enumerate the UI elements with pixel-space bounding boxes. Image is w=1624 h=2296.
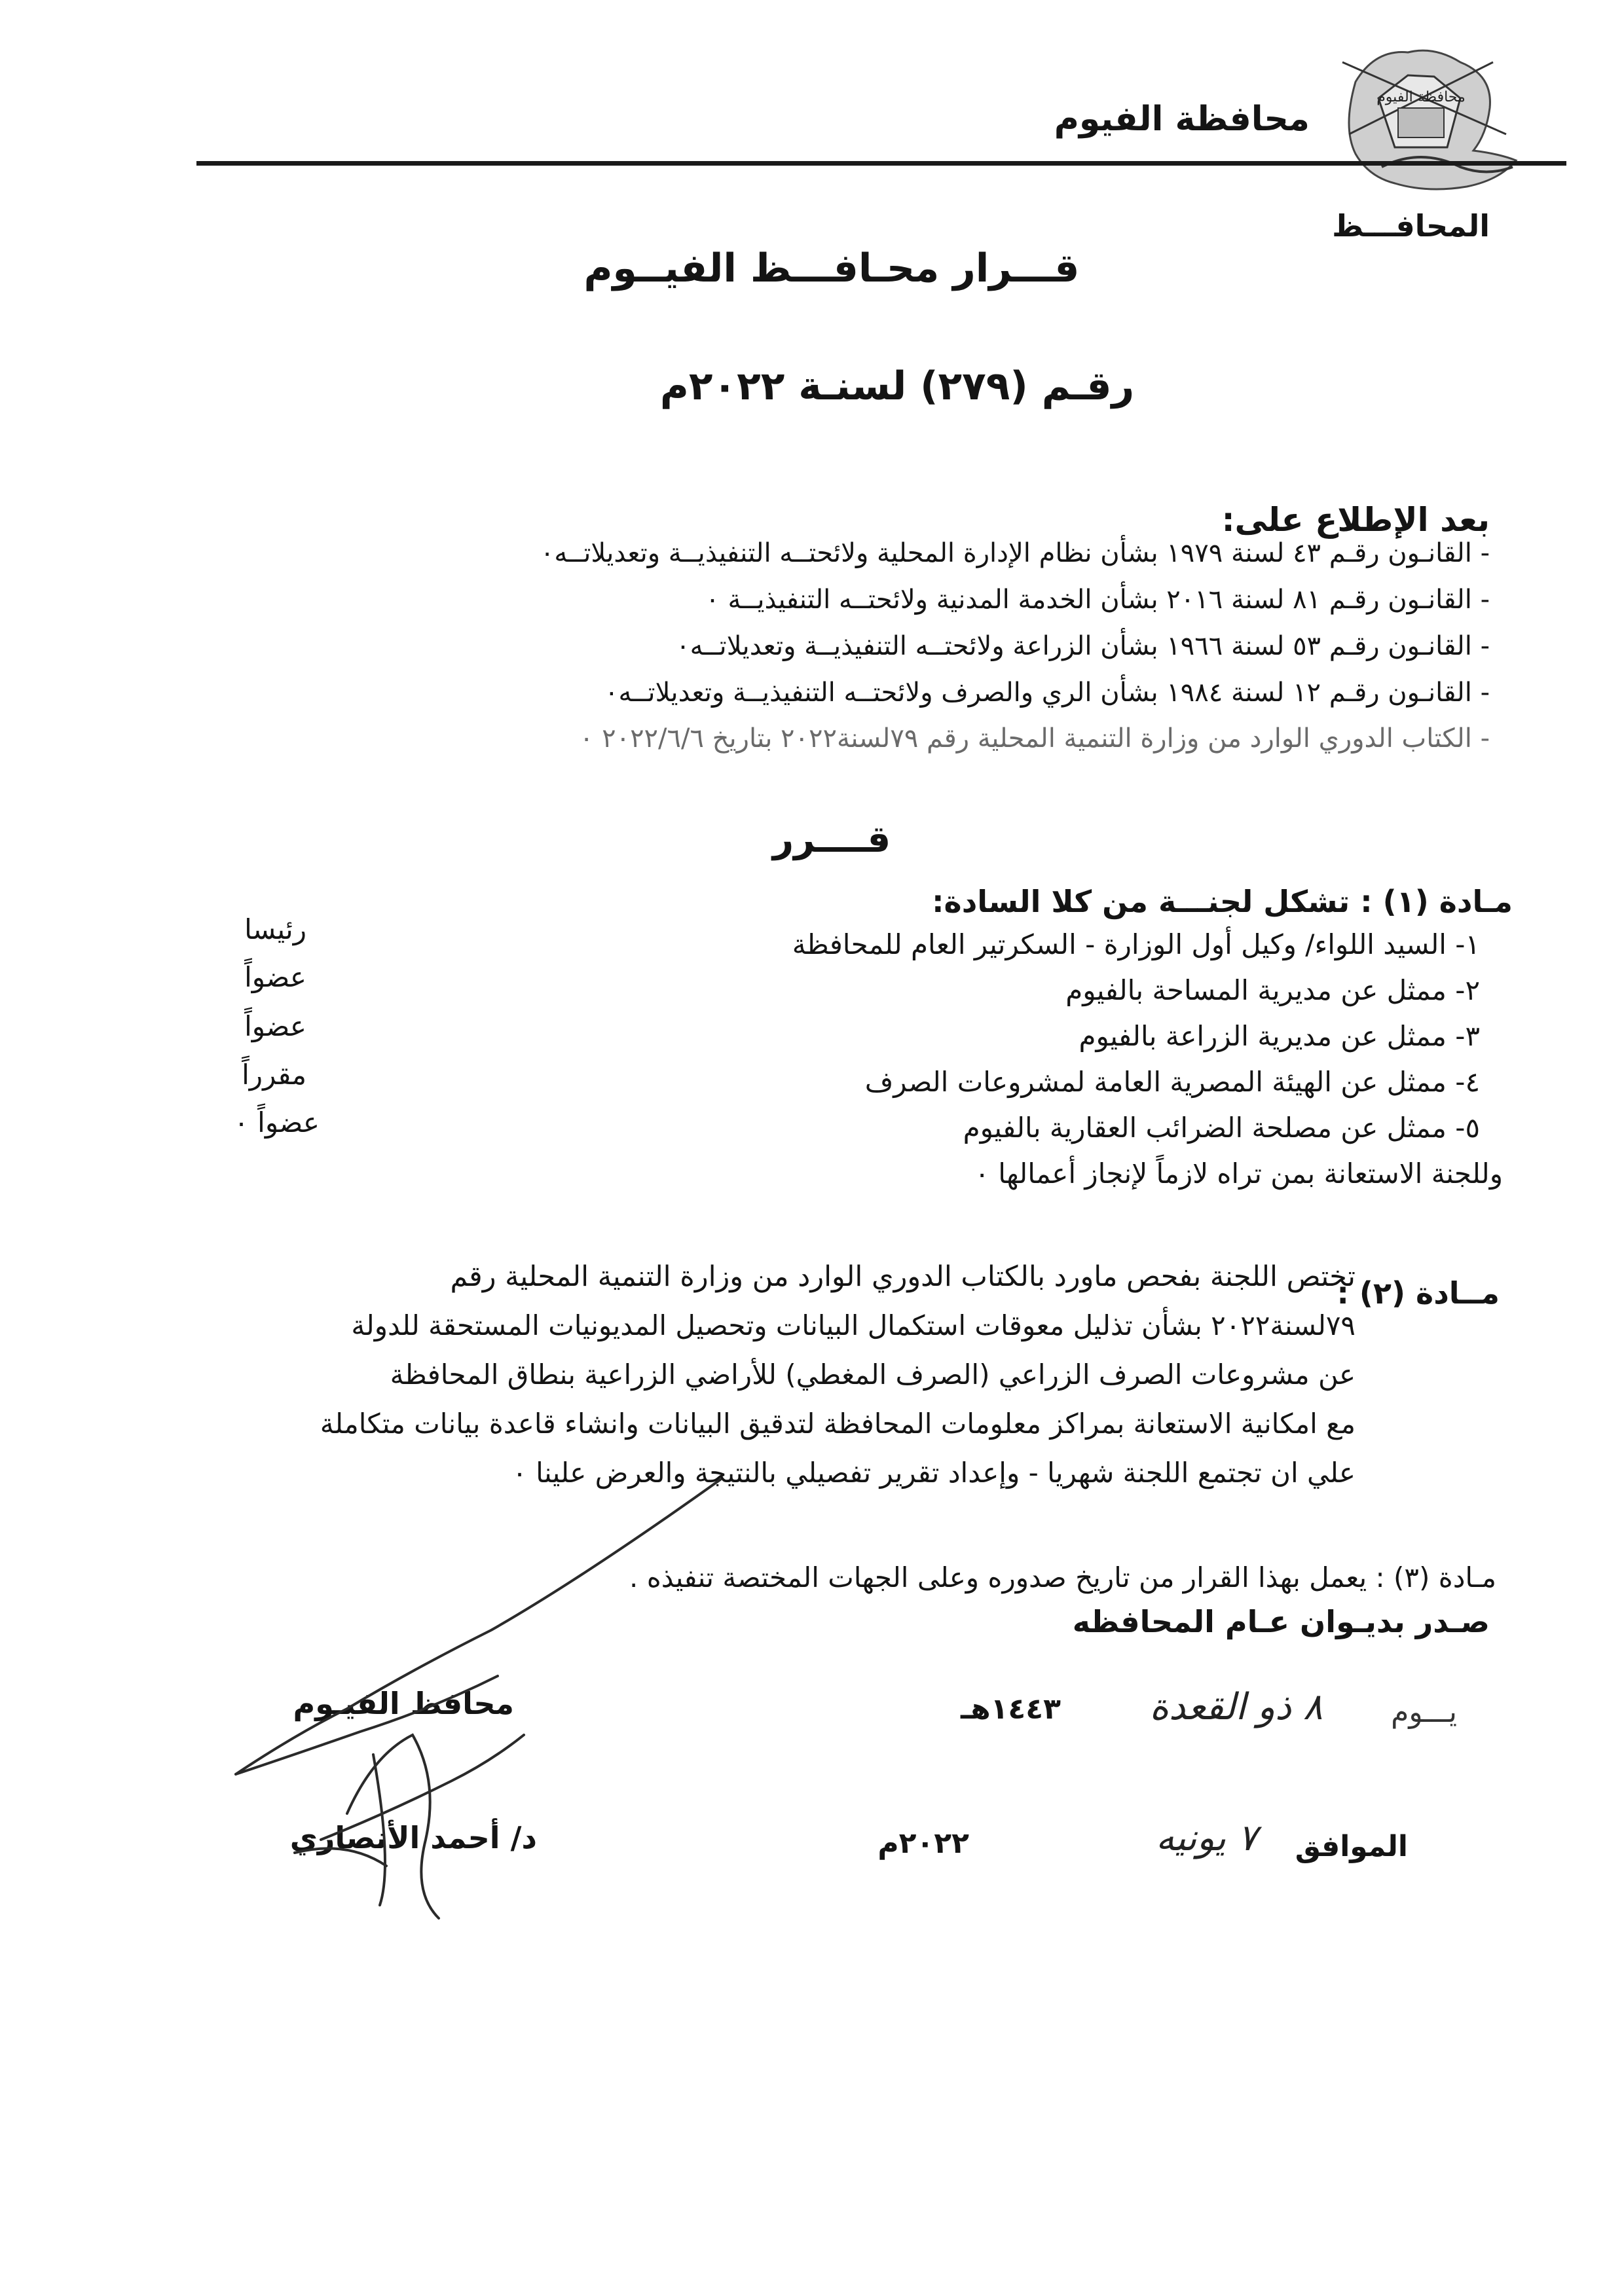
- article-3: مـادة (٣) : يعمل بهذا القرار من تاريخ صدوره وعلى الجهات المختصة تنفيذه .: [629, 1561, 1496, 1594]
- svg-text:محافظة الفيوم: محافظة الفيوم: [1376, 89, 1466, 105]
- gregorian-year: ٢٠٢٢م: [877, 1827, 969, 1860]
- member-role: عضواً: [244, 961, 306, 993]
- governorate-name: محافظة الفيوم: [1054, 100, 1310, 139]
- committee-member: ٥- ممثل عن مصلحة الضرائب العقارية بالفيوم: [963, 1112, 1480, 1144]
- article-2-line: تختص اللجنة بفحص ماورد بالكتاب الدوري الوارد من وزارة التنمية المحلية رقم: [450, 1260, 1356, 1293]
- committee-member: ٤- ممثل عن الهيئة المصرية العامة لمشروعات الصرف: [864, 1066, 1480, 1098]
- article-2-line: عن مشروعات الصرف الزراعي (الصرف المغطي) للأراضي الزراعية بنطاق المحافظة: [390, 1358, 1356, 1391]
- gregorian-date-handwritten: ٧ يونيه: [1156, 1817, 1257, 1859]
- hijri-year: ١٤٤٣هـ: [961, 1692, 1061, 1726]
- signatory-title: محافظ الفيـوم: [293, 1686, 514, 1721]
- governorate-emblem: [1329, 36, 1526, 196]
- issued-at: صـدر بديـوان عـام المحافظه: [1072, 1604, 1490, 1639]
- article-2-line: مع امكانية الاستعانة بمراكز معلومات المحافظة لتدقيق البيانات وانشاء قاعدة بيانات متكاملة: [320, 1408, 1356, 1440]
- gregorian-prefix: الموافق: [1295, 1830, 1408, 1863]
- preamble-heading: بعد الإطلاع على:: [1221, 501, 1490, 539]
- signatory-name: د/ أحمد الأنصاري: [289, 1820, 537, 1855]
- member-role: عضواً: [244, 1010, 306, 1042]
- member-role: رئيسا: [244, 913, 306, 945]
- committee-member: ٢- ممثل عن مديرية المساحة بالفيوم: [1065, 974, 1480, 1006]
- article-2-label: مــادة (٢) :: [1337, 1275, 1500, 1311]
- legal-reference: - الكتاب الدوري الوارد من وزارة التنمية المحلية رقم ٧٩لسنة٢٠٢٢ بتاريخ ٢٠٢٢/٦/٦ ٠: [579, 723, 1490, 754]
- decided-heading: قــــرر: [772, 818, 891, 861]
- hijri-day-prefix: يـــوم: [1391, 1696, 1457, 1729]
- decree-title: قـــرار محـافـــظ الفيــوم: [583, 246, 1080, 291]
- legal-reference: - القانـون رقـم ٥٣ لسنة ١٩٦٦ بشأن الزراعة ولائحتــه التنفيذيــة وتعديلاتــه٠: [676, 631, 1490, 661]
- legal-reference: - القانـون رقـم ١٢ لسنة ١٩٨٤ بشأن الري والصرف ولائحتــه التنفيذيــة وتعديلاتــه٠: [604, 678, 1490, 708]
- committee-member: ٣- ممثل عن مديرية الزراعة بالفيوم: [1079, 1020, 1480, 1052]
- hijri-date-handwritten: ٨ ذو القعدة: [1149, 1686, 1323, 1728]
- member-role: عضواً ٠: [234, 1106, 320, 1139]
- article-2-line: ٧٩لسنة٢٠٢٢ بشأن تذليل معوقات استكمال البيانات وتحصيل المديونيات المستحقة للدولة: [351, 1309, 1356, 1341]
- decree-number: رقـم (٢٧٩) لسنـة ٢٠٢٢م: [659, 363, 1135, 409]
- article-1-closing: وللجنة الاستعانة بمن تراه لازماً لإنجاز أعمالها ٠: [974, 1157, 1503, 1190]
- handwritten-signature: [216, 1473, 727, 1925]
- legal-reference: - القانـون رقـم ٤٣ لسنة ١٩٧٩ بشأن نظام الإدارة المحلية ولائحتــه التنفيذيــة وتعديلاتــه٠: [540, 538, 1490, 568]
- office-title: المحافـــظ: [1332, 208, 1490, 244]
- header-divider: [196, 161, 1566, 166]
- article-2-line: علي ان تجتمع اللجنة شهريا - وإعداد تقرير تفصيلي بالنتيجة والعرض علينا ٠: [512, 1457, 1356, 1489]
- legal-reference: - القانـون رقـم ٨١ لسنة ٢٠١٦ بشأن الخدمة المدنية ولائحتــه التنفيذيــة ٠: [705, 585, 1490, 615]
- member-role: مقرراً: [242, 1059, 306, 1091]
- article-1-heading: مـادة (١) : تشكل لجنـــة من كلا السادة:: [932, 884, 1513, 919]
- committee-member: ١- السيد اللواء/ وكيل أول الوزارة - السكرتير العام للمحافظة: [792, 928, 1480, 960]
